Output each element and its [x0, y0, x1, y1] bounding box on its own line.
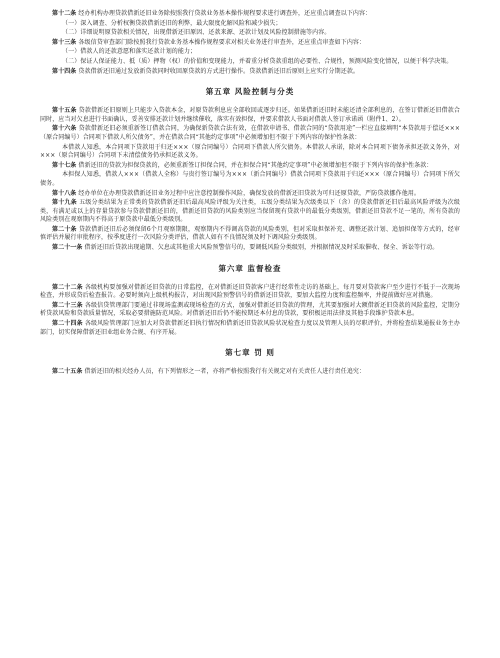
article-number: 第二十二条 — [52, 283, 83, 291]
paragraph — [40, 244, 460, 253]
paragraph — [40, 302, 460, 319]
paragraph — [40, 107, 460, 124]
section-top — [40, 10, 460, 76]
article-number: 第十四条 — [52, 67, 77, 75]
paragraph-text: 借新还旧后贷款出现逾期、欠息或其他重大风险预警信号的，要调低风险分类级别，并根据情况及时采取催收、保全、诉讼等行动。 — [84, 244, 439, 252]
article-number: 第二十四条 — [52, 320, 83, 328]
article-number: 第十五条 — [52, 107, 77, 115]
paragraph — [40, 144, 460, 161]
article-number: 第十三条 — [52, 38, 77, 46]
chapter-six-heading: 第六章 监督检查 — [218, 263, 282, 273]
paragraph-text: 借新还旧的贷款为担保贷款的，必须重新签订担保合同，并在担保合同“其他约定事项”中必须增加但不限于下列内容的保护性条款： — [78, 161, 433, 169]
paragraph — [40, 58, 460, 67]
paragraph — [40, 226, 460, 243]
paragraph-text: 借新还旧的相关经办人员，有下列情形之一者，亦将严格按照我行有关规定对有关责任人进行责任追究： — [84, 368, 366, 376]
article-number: 第二十条 — [52, 225, 77, 233]
paragraph-text: 贷款借新还旧通过发放新贷款同时收回原贷款的方式进行操作。贷款借新还旧后原则上应实行分期还款。 — [78, 67, 360, 75]
chapter-seven-heading: 第七章 罚 则 — [225, 348, 275, 358]
paragraph-text: （二）保证人保证能力、抵（质）押物（权）的价值和变现能力，并着重分析贷款重组的必要性、合规性，预测风险变化情况，以便于科学决策。 — [62, 57, 453, 65]
article-number: 第二十三条 — [52, 301, 83, 309]
paragraph-text: 五级分类结果为正常类的贷款借新还旧后最高风险评级为关注类，五级分类结果为次级类以下（含）的贷款借新还旧后最高风险评级为次级类，有满足或以上的存量贷款参与贷款借新还旧的，借新还旧贷款的风险类别应当保留现有贷款中的最低分类级别，借新还旧贷款不足一笔的，所有贷款的风险类别在观察期内不得高于原贷款中最低分类级别。 — [40, 199, 460, 224]
article-number: 第二十一条 — [52, 244, 83, 252]
paragraph — [40, 162, 460, 171]
paragraph-text: 经办机构办理贷款借新还旧业务除按照我行贷款业务基本操作规程要求进行调查外，还应重点调查以下内容： — [78, 10, 372, 17]
article-number: 第二十五条 — [52, 368, 83, 376]
article-number: 第十九条 — [52, 199, 77, 207]
paragraph — [40, 284, 460, 301]
paragraph — [40, 320, 460, 337]
article-number: 第十七条 — [52, 161, 77, 169]
paragraph-text: 各级风险管理部门应加大对贷款借新还旧执行情况和借新还旧贷款风险状况检查力度以及管理人员的尽职评价，并将检查结果通报业务主办部门，切实保障借新还旧业组业务合规、有序开展。 — [40, 320, 460, 336]
paragraph — [40, 10, 460, 19]
paragraph-text: 本担保人知悉，借款人×××（借款人全称）与贵行签订编号为×××（新合同编号）借款合同项下贷款用于归还×××（原合同编号）合同项下所欠债务。 — [40, 171, 460, 187]
section-bottom — [40, 368, 460, 377]
paragraph-text: （二）详细说明原贷款相关情况，出现借新还旧原因、还款来源、还款计划及风险控制措施等内容。 — [62, 29, 331, 37]
article-number: 第十二条 — [52, 10, 77, 17]
paragraph — [40, 125, 460, 142]
paragraph-text: 贷款借新还旧后必须保留6个月观察期限，观察期内不得调高贷款的风险类别，但对采取担保补充、调整还款计划、追加担保等方式的，经审慎评估并履行审批程序，按季度进行一次风险分类评估，借款人如有不良情况须及时下调风险分类级别。 — [40, 225, 460, 242]
paragraph — [40, 20, 460, 29]
paragraph-text: 各级信贷审查部门除按照我行贷款业务基本操作规程要求对相关业务进行审查外，还应重点审查如下内容： — [78, 38, 366, 46]
paragraph — [40, 48, 460, 57]
section-lower — [40, 284, 460, 338]
paragraph-text: 各级信贷管理部门要通过非现场监测或现场检查的方式，加强对借新还旧贷款的管理，尤其要加强对大额借新还旧贷款的风险监控，定期分析贷款风险和贷款质量情况，采取必要措施防范风险。对借新还旧后仍不能按期还本付息的贷款，要积极运用法律及其他手段维护贷款本息。 — [40, 301, 460, 318]
paragraph-text: （一）借款人的还款意愿和落实还款计划的能力； — [62, 48, 197, 56]
section-mid — [40, 107, 460, 253]
chapter-five-heading: 第五章 风险控制与分类 — [205, 87, 295, 97]
paragraph-text: （一）深入调查、分析权衡贷款借新还旧的利弊，最大限度化解风险和减少损失； — [62, 19, 282, 27]
paragraph — [40, 171, 460, 188]
paragraph — [40, 39, 460, 48]
paragraph — [40, 368, 460, 377]
paragraph-text: 本借款人知悉，本合同项下贷款用于归还×××（原合同编号）合同项下借款人所欠债务。本借款人承诺，除对本合同项下债务承担还款义务外，对×××（原合同编号）合同项下未清偿债务仍承担还款义务。 — [40, 143, 460, 160]
paragraph-text: 各级机构要加强对借新还旧贷款的日常监控，在对借新还旧贷款客户进行经常性走访的基础上，每月要对贷款客户至少进行不低于一次现场检查，并形成贷后检查报告。必要时须向上级机构报告，对出现风险预警信号的借新还旧贷款，要加大监控力度和监控频率，并提前做好应对措施。 — [40, 283, 460, 300]
paragraph — [40, 199, 460, 225]
paragraph-text: 贷款借新还旧原则上只能步入贷款本金，对原贷款利息应全部收回或逐步归还。如果借新还旧时未能还清全部利息的，在签订借新还旧借款合同时，应当对欠息进行书面确认，妥善安排还款计划并继续催收，落实有效担保，并要求借款人书面对借款人签订承诺函（附件1、2）。 — [40, 107, 460, 123]
paragraph-text: 经办单位在办理贷款借新还旧业务过程中应注意控制操作风险，确保发放的借新还旧贷款为可归还原贷款，严防贷款挪作他用。 — [78, 189, 421, 197]
paragraph-text: 贷款借新还旧必须重新签订借款合同，为确保新贷款合法有效，在借款申请书、借款合同的“贷款用途”一栏应直接填明“本贷款用于偿还×××（原合同编号）合同项下借款人所欠债务”，并在借款合同“其他约定事项”中必须增加但不限于下列内容的保护性条款： — [40, 125, 460, 141]
article-number: 第十八条 — [52, 189, 77, 197]
paragraph — [40, 68, 460, 77]
paragraph — [40, 190, 460, 199]
article-number: 第十六条 — [52, 125, 77, 133]
paragraph — [40, 29, 460, 38]
